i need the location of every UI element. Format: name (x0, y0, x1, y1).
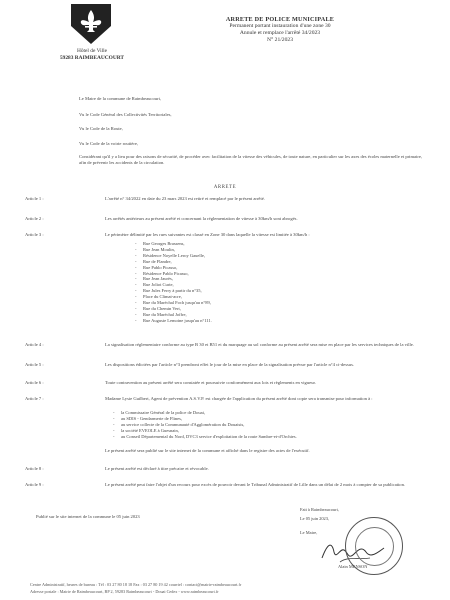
list-item: - Résidence Pablo Picasso, (105, 271, 405, 277)
article-1-label: Article 1 : (25, 196, 44, 201)
stamp-inner-ring (355, 527, 394, 566)
list-item: - au Conseil Départemental du Nord, DVC3 service d'exploitation de la route Sambre-et-d'Orchies. (105, 434, 425, 440)
town-hall-label: Hôtel de Ville (76, 48, 108, 54)
vu-line-1: Vu le Code Général des Collectivités Territoriales, (79, 112, 172, 117)
document-number: N° 21/2023 (266, 37, 293, 43)
article-8-label: Article 8 : (25, 466, 44, 471)
article-9-text: Le présent arrêté peut faire l'objet d'un recours pour excès de pouvoir devant le Tribunal Administratif de Lille dans un délai de 2 mois à compter de sa publication. (105, 482, 406, 487)
list-item: - Résidence Noyelle Leroy Gauelle, (105, 253, 405, 259)
list-item: - Rue Jules Ferry à partir du n°35, (105, 288, 405, 294)
town-hall-address (52, 48, 132, 62)
document-title-block (200, 16, 360, 44)
list-item: - la Commissaire Général de la police de Douai, (105, 410, 425, 416)
town-postcode-name: 59283 RAIMBEAUCOURT (59, 55, 125, 61)
article-7-text: Madame Lysie Guilbert, Agent de prévention A.S.V.P. est chargée de l'application du présent arrêté dont copie sera transmise pour information à : (105, 396, 373, 401)
list-item: - au service collecte de la Communauté d'Agglomération du Douaisis, (105, 422, 425, 428)
article-7-tail: Le présent arrêté sera publié sur le site internet de la commune et affiché dans le registre des actes de l'exécutif. (105, 448, 310, 453)
article-9-label: Article 9 : (25, 482, 44, 487)
fleur-de-lis-icon (71, 4, 111, 44)
list-item: - au SDIS - Gendarmerie de Flines, (105, 416, 425, 422)
list-item: - Rue de Flandre, (105, 259, 405, 265)
list-item: - Rue Pablo Picasso, (105, 265, 405, 271)
mayor-line: Le Maire de la commune de Raimbeaucourt, (79, 96, 162, 101)
vu-line-2: Vu le Code de la Route, (79, 126, 123, 131)
town-crest-logo (71, 4, 111, 44)
publication-note: Publié sur le site internet de la commune le 05 juin 2023 (36, 514, 140, 519)
document-subtitle-2: Annule et remplace l'arrêté 34/2023 (239, 30, 321, 36)
article-4-text: La signalisation réglementaire conforme au type B 30 et B51 et du marquage au sol conforme au présent arrêté sera mise en place par les services techniques de la ville. (105, 342, 414, 347)
list-item: - Rue du Maréchal Joffre, (105, 312, 405, 318)
list-item: - Rue Jean Jaurès, (105, 276, 405, 282)
list-item: - la société EVEOLE à Guesnain, (105, 428, 425, 434)
footer-contact-line: Centre Administratif, heures de bureau : Tél : 03 27 80 18 18 Fax : 03 27 80 19 42 courriel : contact@mairie-raimbeaucourt.fr (30, 582, 242, 587)
article-6-label: Article 6 : (25, 380, 44, 385)
document-subtitle-1: Permanent portant instauration d'une zone 30 (229, 23, 331, 29)
arrete-heading: ARRETE (213, 185, 237, 190)
list-item: - Rue Auguste Lemoine jusqu'au n°111. (105, 318, 405, 324)
article-5-label: Article 5 : (25, 362, 44, 367)
street-list (105, 241, 405, 324)
article-1-text: L'arrêté n° 34/2022 en date du 23 mars 2023 est retiré et remplacé par le présent arrêté. (105, 196, 265, 201)
vu-line-3: Vu le Code de la voirie routière, (79, 141, 139, 146)
footer-address-line: Adresse postale : Mairie de Raimbeaucourt, BP 2, 59283 Raimbeaucourt - Douai Cedex - www.raimbeaucourt.fr (30, 589, 219, 594)
article-8-text: Le présent arrêté est déclaré à titre précaire et révocable. (105, 466, 209, 471)
list-item: - Rue Jean Moulin, (105, 247, 405, 253)
document-title: ARRETE DE POLICE MUNICIPALE (225, 16, 335, 23)
article-6-text: Toute contravention au présent arrêté sera constatée et poursuivie conformément aux lois et règlements en vigueur. (105, 380, 316, 385)
list-item: - Place du Climat-acre, (105, 294, 405, 300)
list-item: - Rue du Maréchal Foch jusqu'au n°89, (105, 300, 405, 306)
list-item: - Rue Joliot Curie, (105, 282, 405, 288)
official-stamp (345, 517, 403, 575)
list-item: - Rue Georges Brassens, (105, 241, 405, 247)
article-7-label: Article 7 : (25, 396, 44, 401)
article-2-text: Les arrêtés antérieurs au présent arrêté et concernant la réglementation de vitesse à 30km/h sont abrogés. (105, 216, 298, 221)
signature-role: Le Maire, (300, 530, 318, 535)
signature-date: Le 05 juin 2023, (300, 516, 330, 521)
article-5-text: Les dispositions édictées par l'article n°3 prendront effet le jour de la mise en place de la signalisation prévue par l'article n°4 ci-dessus. (105, 362, 355, 367)
article-3-label: Article 3 : (25, 232, 44, 237)
article-3-text: Le périmètre délimité par les rues suivantes est classé en Zone 30 dans laquelle la vitesse est limitée à 30km/h : (105, 232, 310, 237)
article-4-label: Article 4 : (25, 342, 44, 347)
list-item: - Rue du Chemin Vert, (105, 306, 405, 312)
signature-name: Alain MENSON (338, 564, 368, 569)
article-2-label: Article 2 : (25, 216, 44, 221)
considerant-paragraph: Considérant qu'il y a lieu pour des raisons de sécurité, de procéder avec facilitation de la vitesse des véhicules, de toute nature, en particulier sur les axes des écoles maternelle et primaire, afin de prévenir les accidents de la circulation. (79, 154, 423, 165)
signature-place: Fait à Raimbeaucourt, (300, 507, 339, 512)
recipient-list (105, 410, 425, 440)
